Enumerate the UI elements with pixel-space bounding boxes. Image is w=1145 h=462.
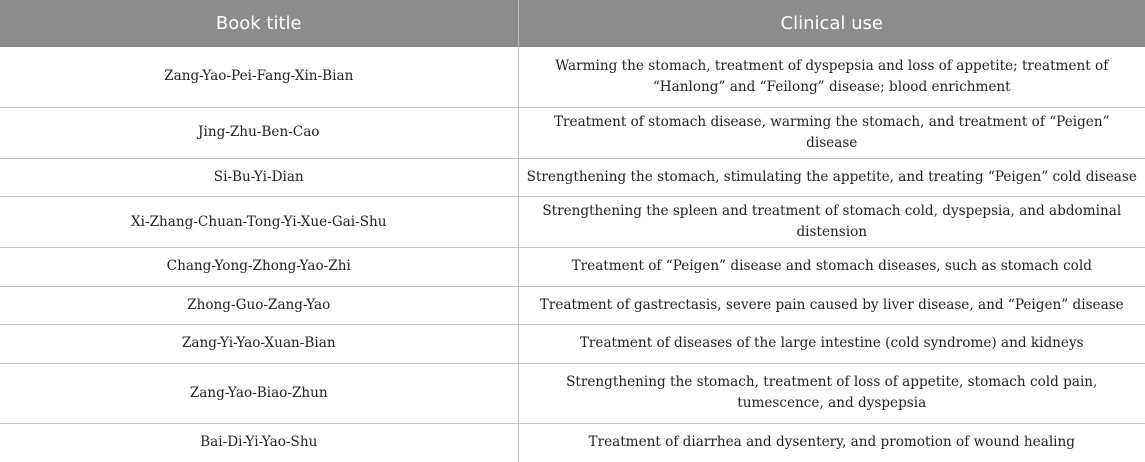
table-row [0,158,1145,197]
table-row [0,325,1145,364]
table-row [0,197,1145,248]
clinical-use-cell: Treatment of gastrectasis, severe pain caused by liver disease, and “Peigen” disease [518,286,1145,325]
book-title-cell: Bai-Di-Yi-Yao-Shu [200,434,318,450]
column-header-book-title: Book title [0,0,518,47]
clinical-use-cell: Strengthening the stomach, treatment of loss of appetite, stomach cold pain, tumescence, and dyspepsia [518,363,1145,423]
clinical-use-cell: Treatment of “Peigen” disease and stomach diseases, such as stomach cold [518,248,1145,287]
column-header-clinical-use: Clinical use [518,0,1145,47]
table-row [0,423,1145,462]
clinical-use-cell: Strengthening the spleen and treatment of stomach cold, dyspepsia, and abdominal distension [518,197,1145,248]
table-row [0,107,1145,158]
table-row [0,248,1145,287]
table-row [0,47,1145,107]
book-title-cell: Xi-Zhang-Chuan-Tong-Yi-Xue-Gai-Shu [0,197,518,248]
header-row [0,0,1145,47]
book-title-cell: Zang-Yi-Yao-Xuan-Bian [0,325,518,364]
table-body [0,47,1145,462]
clinical-use-cell: Warming the stomach, treatment of dyspepsia and loss of appetite; treatment of “Hanlong” and “Feilong” disease; blood enrichment [518,47,1145,107]
table-row [0,286,1145,325]
book-title-cell: Chang-Yong-Zhong-Yao-Zhi [0,248,518,287]
clinical-use-cell: Treatment of diseases of the large intestine (cold syndrome) and kidneys [518,325,1145,364]
clinical-use-cell: Strengthening the stomach, stimulating the appetite, and treating “Peigen” cold disease [518,158,1145,197]
book-title-cell: Jing-Zhu-Ben-Cao [0,107,518,158]
clinical-use-cell: Treatment of diarrhea and dysentery, and promotion of wound healing [518,423,1145,462]
table-header [0,0,1145,47]
book-title-cell: Si-Bu-Yi-Dian [0,158,518,197]
book-title-cell: Zang-Yao-Pei-Fang-Xin-Bian [0,47,518,107]
table-row [0,363,1145,423]
book-title-cell: Zhong-Guo-Zang-Yao [0,286,518,325]
book-title-cell: Zang-Yao-Biao-Zhun [0,363,518,423]
clinical-use-cell: Treatment of stomach disease, warming the stomach, and treatment of “Peigen” disease [518,107,1145,158]
